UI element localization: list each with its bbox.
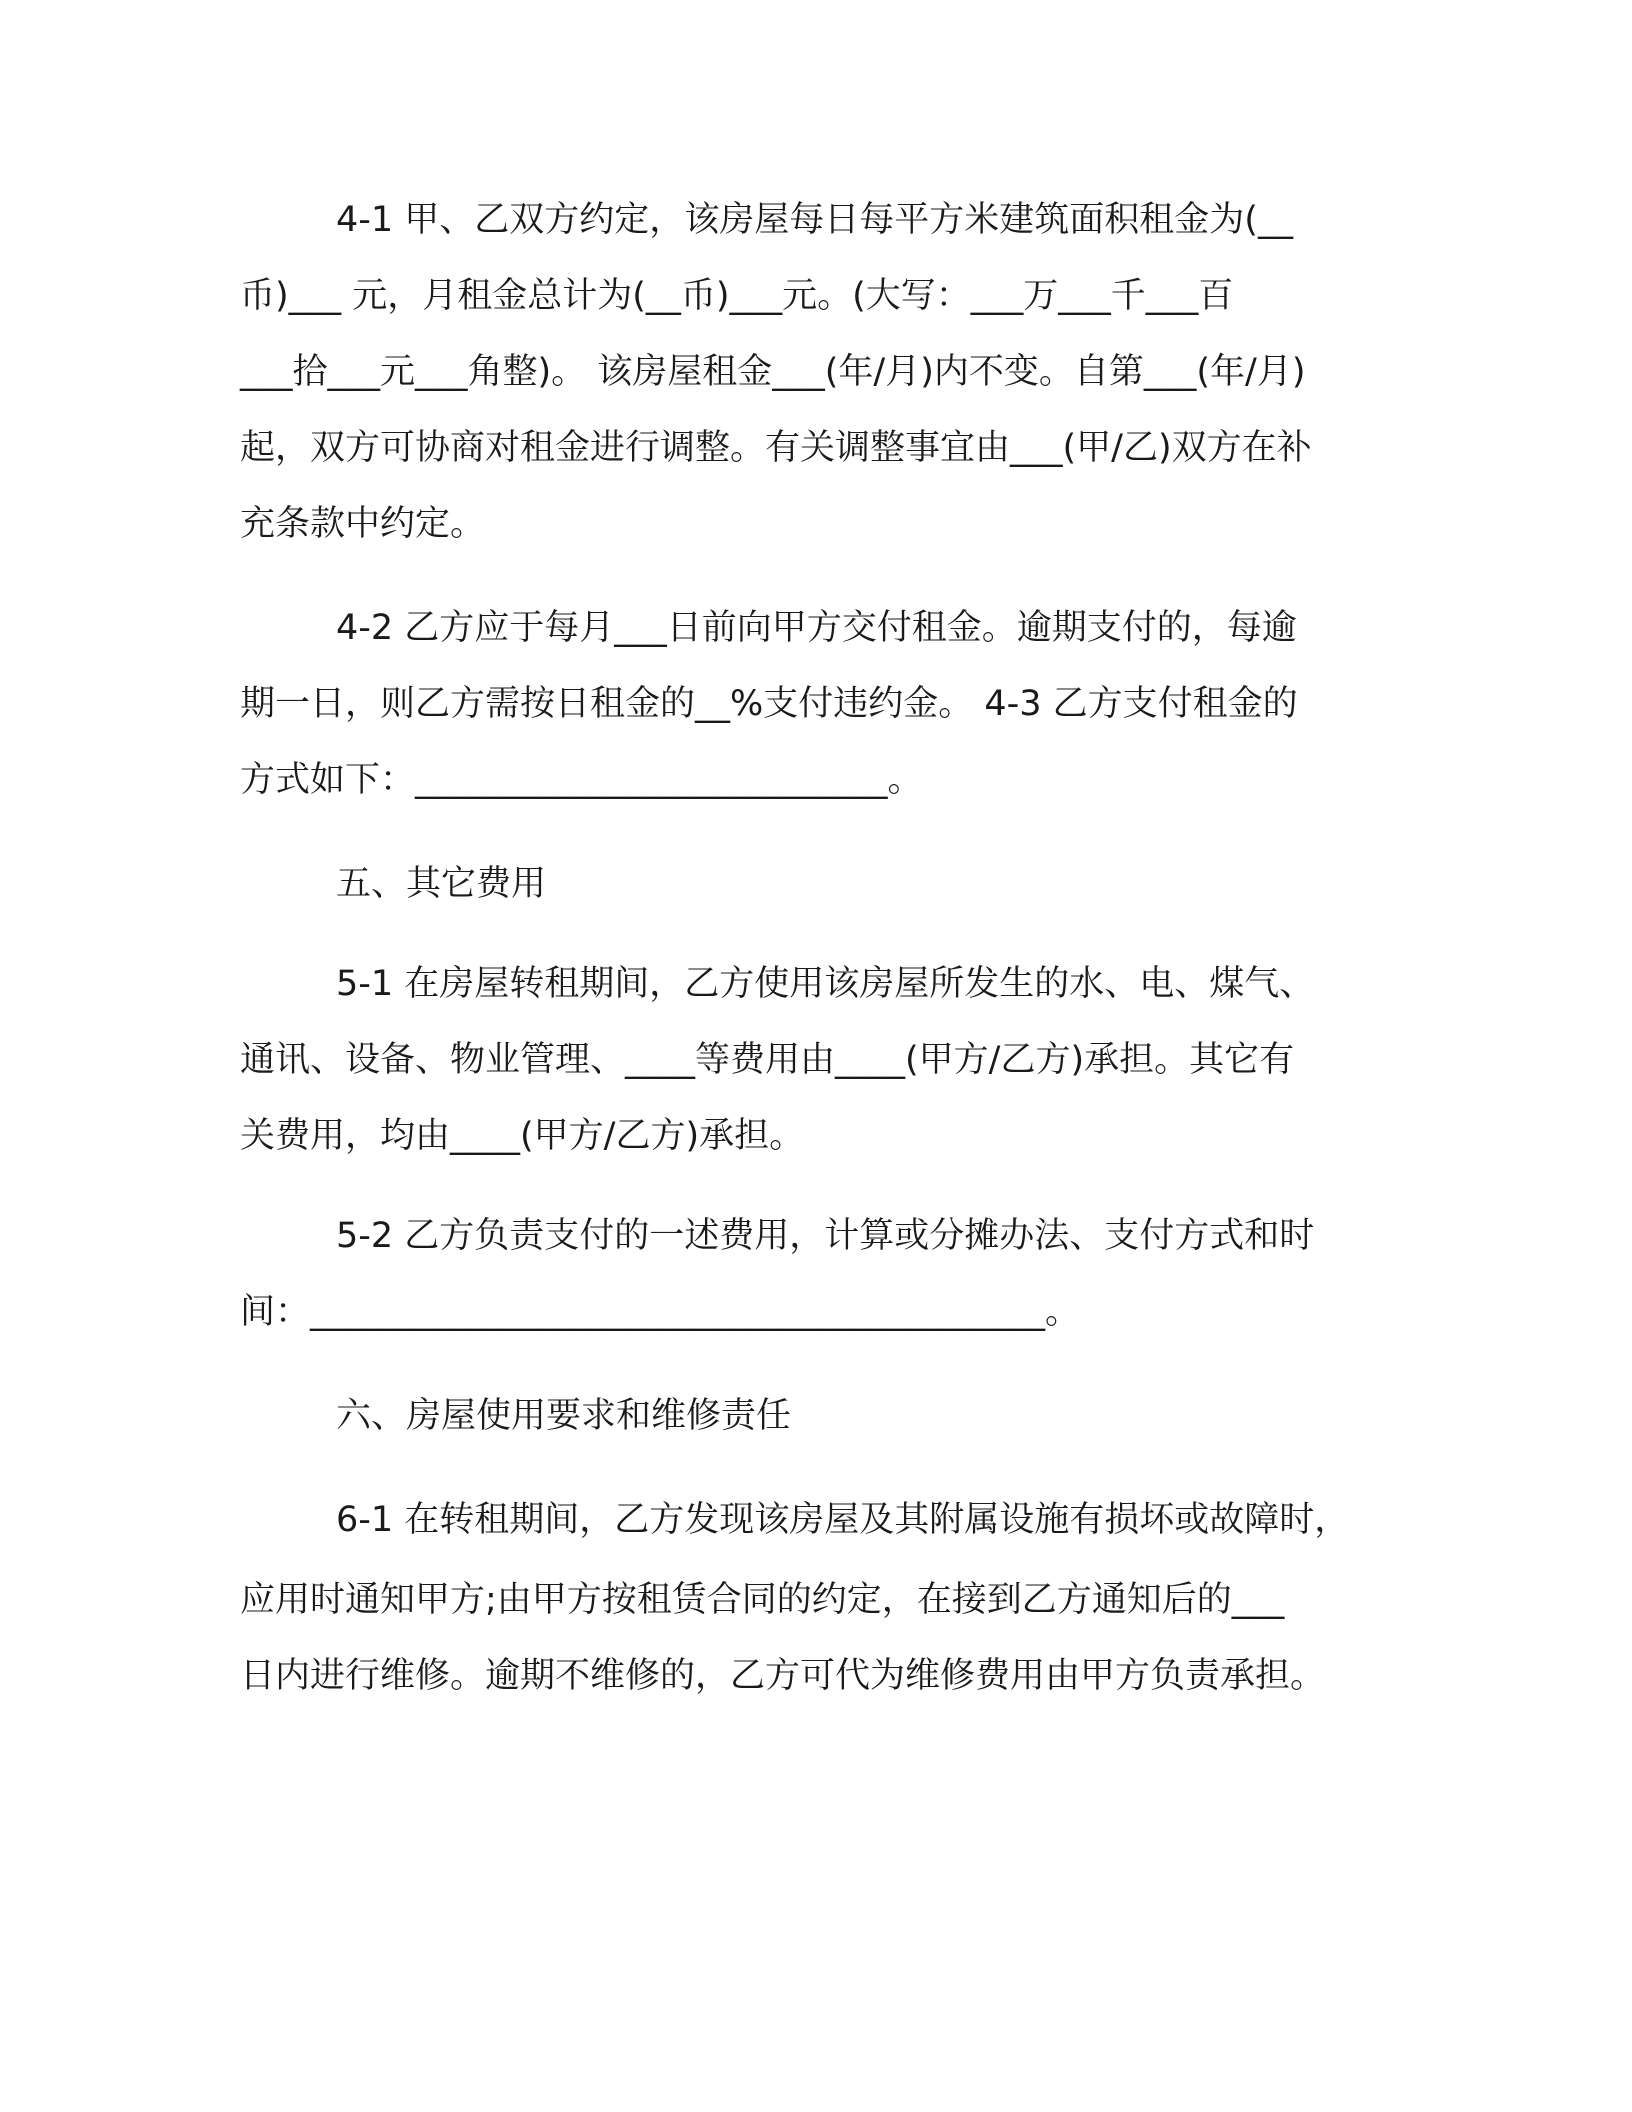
section-heading: 五、其它费用 xyxy=(336,864,547,904)
text-line: 5-2 乙方负责支付的一述费用，计算或分摊办法、支付方式和时 xyxy=(336,1216,1315,1256)
text-line: 5-1 在房屋转租期间，乙方使用该房屋所发生的水、电、煤气、 xyxy=(336,964,1315,1004)
text-line: 应用时通知甲方;由甲方按租赁合同的约定，在接到乙方通知后的___ xyxy=(240,1580,1285,1620)
text-line: 4-2 乙方应于每月___日前向甲方交付租金。逾期支付的，每逾 xyxy=(336,608,1297,648)
text-line: 日内进行维修。逾期不维修的，乙方可代为维修费用由甲方负责承担。 xyxy=(240,1656,1326,1696)
text-line: 6-1 在转租期间，乙方发现该房屋及其附属设施有损坏或故障时， xyxy=(336,1500,1350,1540)
text-line: 币)___ 元，月租金总计为(__币)___元。(大写：___万___千___百 xyxy=(240,276,1234,316)
text-line: 起，双方可协商对租金进行调整。有关调整事宜由___(甲/乙)双方在补 xyxy=(240,428,1312,468)
text-line: 关费用，均由____(甲方/乙方)承担。 xyxy=(240,1116,805,1156)
text-line: 4-1 甲、乙双方约定，该房屋每日每平方米建筑面积租金为(__ xyxy=(336,200,1293,240)
text-line: ___拾___元___角整)。 该房屋租金___(年/月)内不变。自第___(年/月) xyxy=(240,352,1306,392)
text-line: 充条款中约定。 xyxy=(240,504,486,544)
section-heading: 六、房屋使用要求和维修责任 xyxy=(336,1396,792,1436)
text-line: 方式如下：___________________________。 xyxy=(240,760,923,800)
text-line: 间：__________________________________________。 xyxy=(240,1292,1081,1332)
text-line: 通讯、设备、物业管理、____等费用由____(甲方/乙方)承担。其它有 xyxy=(240,1040,1295,1080)
text-line: 期一日，则乙方需按日租金的__%支付违约金。 4-3 乙方支付租金的 xyxy=(240,684,1298,724)
